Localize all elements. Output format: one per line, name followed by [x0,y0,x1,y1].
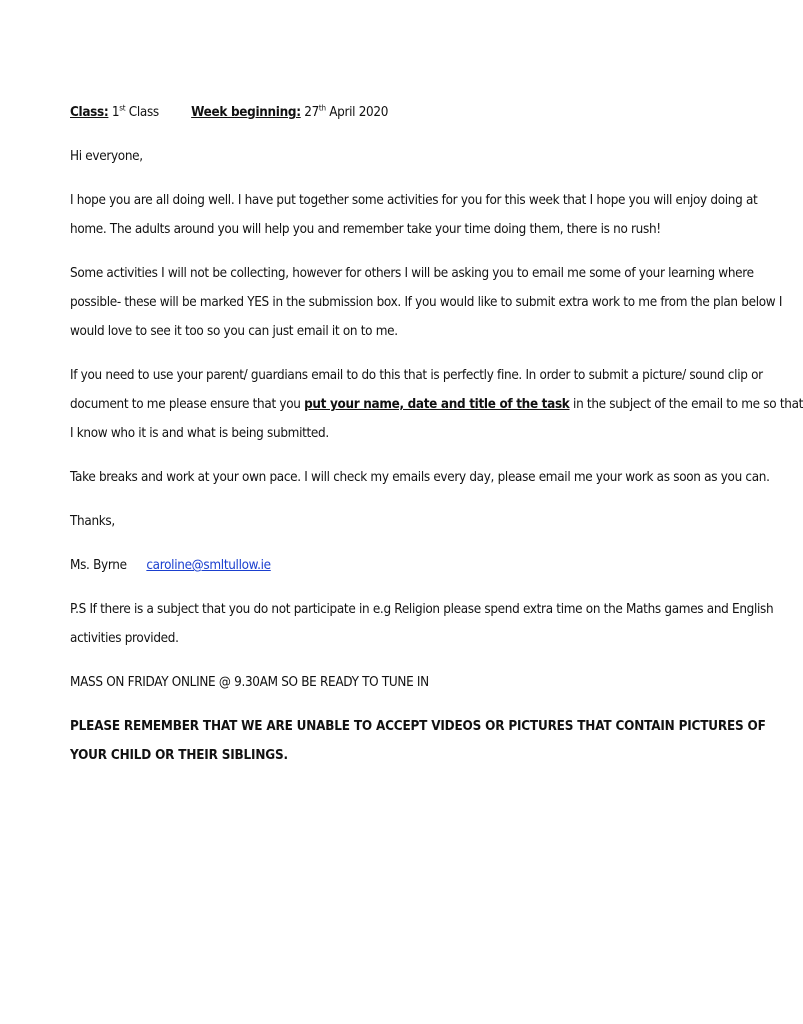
week-day: 27 [300,105,319,120]
paragraph-line: I know who it is and what is being submitted. [70,426,329,441]
paragraph-line: If you need to use your parent/ guardians email to do this that is perfectly fine. In order to submit a picture/ sound clip or [70,368,763,383]
class-rest: Class [125,105,159,120]
class-superscript: st [119,103,126,113]
signature-line [70,551,705,580]
paragraph-submission [70,259,783,346]
mass-notice: MASS ON FRIDAY ONLINE @ 9.30AM SO BE READY TO TUNE IN [70,675,429,690]
warning-line: YOUR CHILD OR THEIR SIBLINGS. [70,748,288,763]
postscript [70,595,774,653]
week-label: Week beginning: [191,105,301,120]
emphasis-text: put your name, date and title of the task [304,397,570,412]
paragraph-line: possible- these will be marked YES in the submission box. If you would like to submit extra work to me from the plan below I [70,295,783,310]
paragraph-line: I hope you are all doing well. I have put together some activities for you for this week that I hope you will enjoy doing at [70,193,758,208]
class-number: 1 [111,105,120,120]
paragraph-intro [70,186,758,244]
teacher-name: Ms. Byrne [70,558,127,573]
greeting: Hi everyone, [70,149,143,164]
class-label: Class: [70,105,109,120]
email-link[interactable]: caroline@smltullow.ie [146,558,271,573]
letter-body [70,98,803,785]
paragraph-line: P.S If there is a subject that you do not participate in e.g Religion please spend extra time on the Maths games and English [70,602,774,617]
paragraph-line: Some activities I will not be collecting, however for others I will be asking you to email me some of your learning where [70,266,754,281]
text-run: in the subject of the email to me so that [569,397,803,412]
warning-line: PLEASE REMEMBER THAT WE ARE UNABLE TO ACCEPT VIDEOS OR PICTURES THAT CONTAIN PICTURES OF [70,719,766,734]
week-superscript: th [318,103,326,113]
text-run: document to me please ensure that you [70,397,305,412]
paragraph-line: activities provided. [70,631,179,646]
paragraph-line: home. The adults around you will help you and remember take your time doing them, there is no rush! [70,222,661,237]
paragraph-line: would love to see it too so you can just email it on to me. [70,324,398,339]
week-rest: April 2020 [325,105,389,120]
warning-notice [70,712,766,770]
paragraph-line [70,390,803,419]
sign-off: Thanks, [70,514,115,529]
header-line [70,98,705,127]
paragraph-email-instructions [70,361,803,448]
paragraph-pace: Take breaks and work at your own pace. I will check my emails every day, please email me your work as soon as you can. [70,470,770,485]
